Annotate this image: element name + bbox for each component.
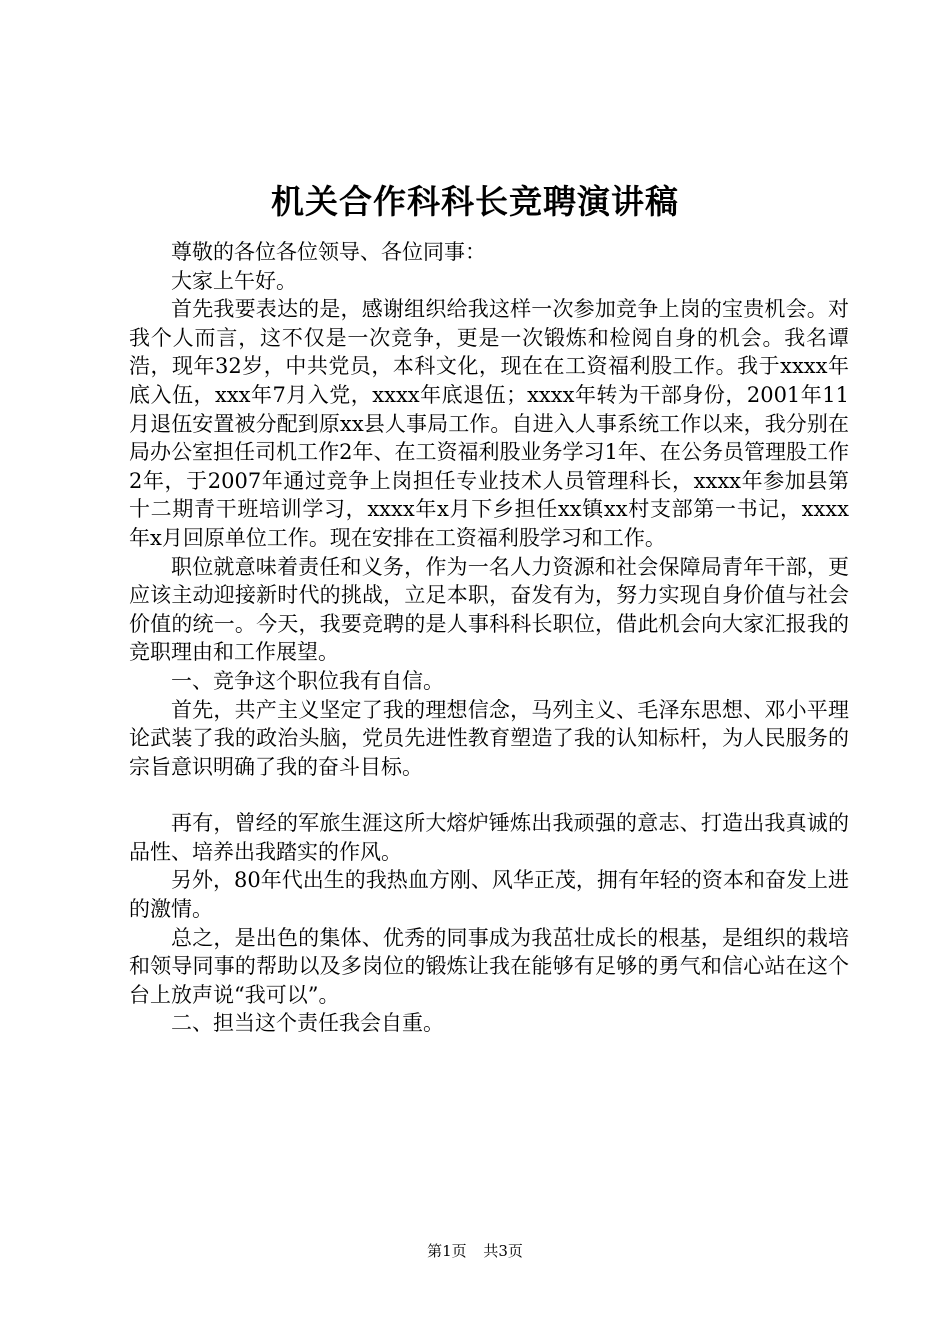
paragraph-introduction: 首先我要表达的是，感谢组织给我这样一次参加竞争上岗的宝贵机会。对我个人而言，这不仅是一次竞争，更是一次锻炼和检阅自身的机会。我名谭浩，现年32岁，中共党员，本科文化，现在在工资福利股工作。我于xxxx年底入伍，xxx年7月入党，xxxx年底退伍；xxxx年转为干部身份，2001年11月退伍安置被分配到原xx县人事局工作。自进入人事系统工作以来，我分别在局办公室担任司机工作2年、在工资福利股业务学习1年、在公务员管理股工作2年，于2007年通过竞争上岗担任专业技术人员管理科长，xxxx年参加县第十二期青干班培训学习，xxxx年x月下乡担任xx镇xx村支部第一书记，xxxx年x月回原单位工作。现在安排在工资福利股学习和工作。 [129,297,849,550]
document-title: 机关合作科科长竞聘演讲稿 [271,182,679,221]
page-footer [0,1241,950,1261]
paragraph-position-meaning: 职位就意味着责任和义务，作为一名人力资源和社会保障局青年干部，更应该主动迎接新时代的挑战，立足本职，奋发有为，努力实现自身价值与社会价值的统一。今天，我要竞聘的是人事科科长职位，借此机会向大家汇报我的竞职理由和工作展望。 [129,554,849,665]
paragraph-greeting: 尊敬的各位各位领导、各位同事： [171,240,486,264]
page-number: 第1页 [427,1242,467,1260]
page-total: 共3页 [483,1242,523,1260]
paragraph-summary: 总之，是出色的集体、优秀的同事成为我茁壮成长的根基，是组织的栽培和领导同事的帮助以及多岗位的锻炼让我在能够有足够的勇气和信心站在这个台上放声说“我可以”。 [129,925,849,1007]
paragraph-military: 再有，曾经的军旅生涯这所大熔炉锤炼出我顽强的意志、打造出我真诚的品性、培养出我踏实的作风。 [129,811,849,864]
paragraph-youth: 另外，80年代出生的我热血方刚、风华正茂，拥有年轻的资本和奋发上进的激情。 [129,868,849,922]
section-heading-responsibility: 二、担当这个责任我会自重。 [171,1011,444,1036]
section-heading-confidence: 一、竞争这个职位我有自信。 [171,668,444,693]
document-body [129,238,849,1038]
paragraph-firstly: 首先，共产主义坚定了我的理想信念，马列主义、毛泽东思想、邓小平理论武装了我的政治头脑，党员先进性教育塑造了我的认知标杆，为人民服务的宗旨意识明确了我的奋斗目标。 [129,697,849,779]
paragraph-salutation: 大家上午好。 [171,268,297,293]
